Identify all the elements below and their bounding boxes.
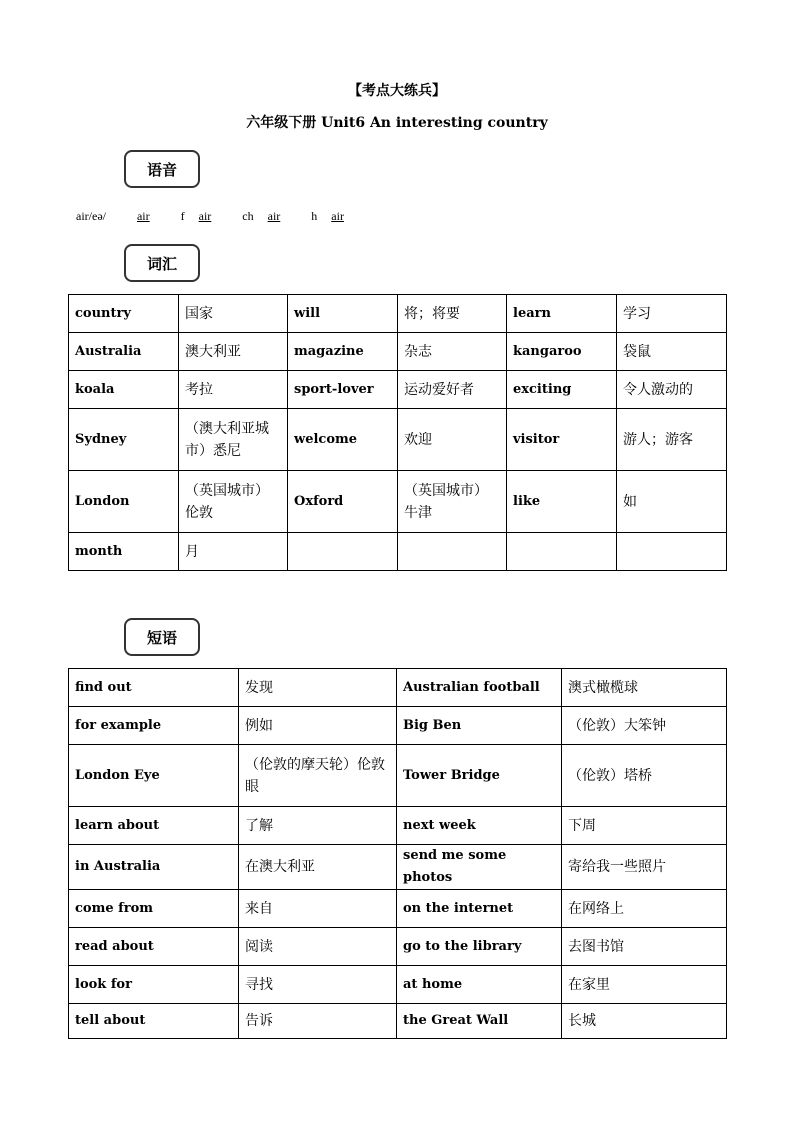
section-label-phrases: 短语 <box>124 618 200 656</box>
table-row <box>69 669 727 707</box>
vocab-meaning: 月 <box>179 533 288 571</box>
vocab-meaning: 将；将要 <box>398 295 507 333</box>
phrase-en: next week <box>397 807 562 845</box>
phrase-zh: 发现 <box>239 669 397 707</box>
page-subtitle: 六年级下册 Unit6 An interesting country <box>246 115 548 131</box>
vocab-word: month <box>69 533 179 571</box>
table-row <box>69 745 727 807</box>
phrase-zh: （伦敦）大笨钟 <box>562 707 727 745</box>
phrase-en: look for <box>69 966 239 1004</box>
phonics-word: h air <box>311 209 344 223</box>
vocab-word: exciting <box>507 371 617 409</box>
vocab-word <box>507 533 617 571</box>
phrase-zh: 来自 <box>239 890 397 928</box>
vocab-word: welcome <box>288 409 398 471</box>
phrase-en: Australian football <box>397 669 562 707</box>
phrase-zh: 在家里 <box>562 966 727 1004</box>
phrase-en: Tower Bridge <box>397 745 562 807</box>
phrase-zh: 去图书馆 <box>562 928 727 966</box>
phrase-zh: 寄给我一些照片 <box>562 845 727 890</box>
vocab-word: country <box>69 295 179 333</box>
phonics-line <box>76 209 372 224</box>
table-row <box>69 371 727 409</box>
vocab-word: like <box>507 471 617 533</box>
phrase-en: the Great Wall <box>397 1004 562 1039</box>
vocab-word: sport-lover <box>288 371 398 409</box>
phrase-zh: 了解 <box>239 807 397 845</box>
table-row <box>69 807 727 845</box>
table-row <box>69 707 727 745</box>
phrase-zh: 在澳大利亚 <box>239 845 397 890</box>
section-label-vocabulary: 词汇 <box>124 244 200 282</box>
vocab-meaning: 学习 <box>617 295 727 333</box>
vocab-word: will <box>288 295 398 333</box>
phrase-en: at home <box>397 966 562 1004</box>
phrase-en: on the internet <box>397 890 562 928</box>
table-row <box>69 928 727 966</box>
page-title: 【考点大练兵】 <box>348 83 446 99</box>
phrase-zh: 告诉 <box>239 1004 397 1039</box>
vocabulary-table <box>68 294 727 571</box>
table-row <box>69 295 727 333</box>
vocab-meaning: （英国城市）牛津 <box>398 471 507 533</box>
vocab-word: London <box>69 471 179 533</box>
phrase-zh: （伦敦）塔桥 <box>562 745 727 807</box>
phrase-en: in Australia <box>69 845 239 890</box>
phrase-zh: 下周 <box>562 807 727 845</box>
vocab-meaning <box>617 533 727 571</box>
vocab-meaning: （澳大利亚城市）悉尼 <box>179 409 288 471</box>
vocab-word: Australia <box>69 333 179 371</box>
vocab-word: koala <box>69 371 179 409</box>
section-label-pronunciation: 语音 <box>124 150 200 188</box>
vocab-word: magazine <box>288 333 398 371</box>
vocab-meaning <box>398 533 507 571</box>
table-row <box>69 471 727 533</box>
phrase-en: for example <box>69 707 239 745</box>
phrase-zh: 例如 <box>239 707 397 745</box>
vocab-word: Sydney <box>69 409 179 471</box>
phrase-en: read about <box>69 928 239 966</box>
phonics-label: air/eə/ <box>76 209 106 223</box>
phrase-zh: 澳式橄榄球 <box>562 669 727 707</box>
phrase-zh: 阅读 <box>239 928 397 966</box>
phrase-en: go to the library <box>397 928 562 966</box>
phrases-table <box>68 668 727 1039</box>
phonics-word: ch air <box>242 209 281 223</box>
phonics-word: air <box>136 209 150 223</box>
phrase-zh: 在网络上 <box>562 890 727 928</box>
vocab-meaning: 考拉 <box>179 371 288 409</box>
phrase-zh: 长城 <box>562 1004 727 1039</box>
phrase-en: London Eye <box>69 745 239 807</box>
table-row <box>69 333 727 371</box>
phrase-en: Big Ben <box>397 707 562 745</box>
phrase-en: send me some photos <box>397 845 562 890</box>
table-row <box>69 533 727 571</box>
vocab-meaning: 杂志 <box>398 333 507 371</box>
table-row <box>69 409 727 471</box>
table-row <box>69 845 727 890</box>
vocab-word: kangaroo <box>507 333 617 371</box>
table-row <box>69 966 727 1004</box>
vocab-word: learn <box>507 295 617 333</box>
table-row <box>69 1004 727 1039</box>
phrase-en: tell about <box>69 1004 239 1039</box>
vocab-meaning: 运动爱好者 <box>398 371 507 409</box>
vocab-meaning: 令人激动的 <box>617 371 727 409</box>
table-row <box>69 890 727 928</box>
phonics-word: f air <box>180 209 212 223</box>
phrase-en: learn about <box>69 807 239 845</box>
phrase-en: come from <box>69 890 239 928</box>
vocab-word: visitor <box>507 409 617 471</box>
phrase-zh: 寻找 <box>239 966 397 1004</box>
vocab-word <box>288 533 398 571</box>
vocab-meaning: 袋鼠 <box>617 333 727 371</box>
vocab-meaning: 国家 <box>179 295 288 333</box>
phrase-en: find out <box>69 669 239 707</box>
vocab-meaning: 欢迎 <box>398 409 507 471</box>
phrase-zh: （伦敦的摩天轮）伦敦眼 <box>239 745 397 807</box>
vocab-word: Oxford <box>288 471 398 533</box>
vocab-meaning: 游人；游客 <box>617 409 727 471</box>
vocab-meaning: （英国城市）伦敦 <box>179 471 288 533</box>
vocab-meaning: 澳大利亚 <box>179 333 288 371</box>
vocab-meaning: 如 <box>617 471 727 533</box>
